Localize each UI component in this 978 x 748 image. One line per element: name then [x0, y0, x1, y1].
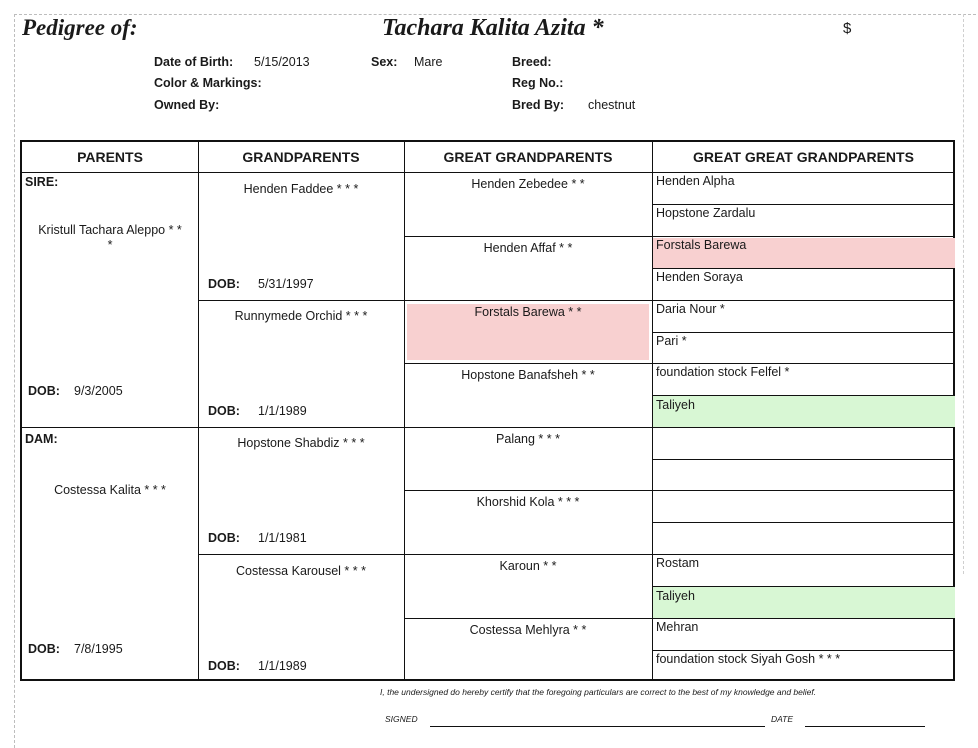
dam-label: DAM:	[25, 432, 58, 446]
price-symbol: $	[843, 20, 852, 37]
dam-dob-label: DOB:	[28, 642, 60, 656]
gg-grandparent-name: Rostam	[656, 556, 700, 570]
great-grandparent-name: Khorshid Kola * * *	[476, 495, 580, 509]
great-grandparent-name: Henden Affaf * *	[483, 241, 573, 255]
ggp-divider-2	[404, 300, 652, 301]
great-grandparent-name: Forstals Barewa * *	[474, 305, 582, 319]
gggp-divider	[652, 332, 953, 333]
gggp-divider	[652, 650, 953, 651]
gg-grandparent-name: Pari *	[656, 334, 687, 348]
dob-label: Date of Birth:	[154, 55, 234, 69]
gggp-divider	[652, 490, 953, 491]
gggp-divider	[652, 300, 953, 301]
ggp-divider-4	[404, 427, 652, 428]
grandparent-dob-label: DOB:	[208, 404, 240, 418]
gggp-divider	[652, 236, 953, 237]
grandparent-dob: 1/1/1989	[258, 659, 307, 673]
color-markings-label: Color & Markings:	[154, 76, 262, 90]
sire-name: Kristull Tachara Aleppo * *	[38, 223, 182, 237]
gggp-divider	[652, 268, 953, 269]
col-divider-3	[652, 142, 653, 679]
gp-divider-1	[198, 300, 404, 301]
col-header-grandparents: GRANDPARENTS	[242, 149, 360, 165]
gggp-divider	[652, 427, 953, 428]
gg-grandparent-name: Hopstone Zardalu	[656, 206, 756, 220]
sire-name-cont: *	[107, 238, 113, 252]
pedigree-table	[20, 140, 955, 681]
page-border-right	[963, 14, 964, 574]
grandparent-dob: 1/1/1989	[258, 404, 307, 418]
grandparent-dob: 1/1/1981	[258, 531, 307, 545]
certification-text: I, the undersigned do hereby certify that the foregoing particulars are correct to the best of my knowledge and belief.	[380, 687, 817, 697]
pedigree-label: Pedigree of:	[22, 15, 138, 40]
signed-label: SIGNED	[385, 714, 418, 724]
ggp-divider-1	[404, 236, 652, 237]
gg-grandparent-name: Daria Nour *	[656, 302, 725, 316]
great-grandparent-name: Henden Zebedee * *	[471, 177, 585, 191]
gp-divider-2	[198, 427, 404, 428]
sire-dob-value: 9/3/2005	[74, 384, 123, 398]
ggp-divider-6	[404, 554, 652, 555]
owned-by-label: Owned By:	[154, 98, 220, 112]
highlight-ggg-taliyeh-2	[652, 587, 955, 618]
col-divider-1	[198, 142, 199, 679]
gg-grandparent-name: Forstals Barewa	[656, 238, 747, 252]
gggp-divider	[652, 554, 953, 555]
sire-dob-label: DOB:	[28, 384, 60, 398]
grandparent-name: Runnymede Orchid * * *	[234, 309, 368, 323]
highlight-ggg-taliyeh-1	[652, 396, 955, 427]
reg-no-label: Reg No.:	[512, 76, 564, 90]
col-divider-2	[404, 142, 405, 679]
col-header-parents: PARENTS	[77, 149, 143, 165]
grandparent-dob: 5/31/1997	[258, 277, 314, 291]
grandparent-name: Costessa Karousel * * *	[236, 564, 366, 578]
gg-grandparent-name: Mehran	[656, 620, 699, 634]
sex-value: Mare	[414, 55, 443, 69]
date-line[interactable]	[805, 726, 925, 727]
col-header-great-grandparents: GREAT GRANDPARENTS	[443, 149, 613, 165]
parent-divider	[22, 427, 198, 428]
great-grandparent-name: Costessa Mehlyra * *	[469, 623, 587, 637]
header-divider	[22, 172, 953, 173]
grandparent-name: Hopstone Shabdiz * * *	[237, 436, 365, 450]
gg-grandparent-name: foundation stock Felfel *	[656, 365, 790, 379]
date-label: DATE	[771, 714, 794, 724]
col-header-great-great-grandparents: GREAT GREAT GRANDPARENTS	[693, 149, 914, 165]
gg-grandparent-name: Henden Alpha	[656, 174, 735, 188]
great-grandparent-name: Karoun * *	[499, 559, 557, 573]
gggp-divider	[652, 395, 953, 396]
gggp-divider	[652, 459, 953, 460]
gg-grandparent-name: Henden Soraya	[656, 270, 743, 284]
dam-dob-value: 7/8/1995	[74, 642, 123, 656]
gggp-divider	[652, 522, 953, 523]
dam-name: Costessa Kalita * * *	[54, 483, 166, 497]
gg-grandparent-name: Taliyeh	[656, 589, 695, 603]
bred-by-label: Bred By:	[512, 98, 565, 112]
sex-label: Sex:	[371, 55, 398, 69]
great-grandparent-name: Hopstone Banafsheh * *	[461, 368, 595, 382]
gp-divider-3	[198, 554, 404, 555]
grandparent-dob-label: DOB:	[208, 277, 240, 291]
bred-by-value: chestnut	[588, 98, 636, 112]
gggp-divider	[652, 204, 953, 205]
ggp-divider-3	[404, 363, 652, 364]
great-grandparent-name: Palang * * *	[496, 432, 560, 446]
grandparent-dob-label: DOB:	[208, 531, 240, 545]
dob-value: 5/15/2013	[254, 55, 310, 69]
gg-grandparent-name: Taliyeh	[656, 398, 695, 412]
horse-name: Tachara Kalita Azita *	[382, 15, 604, 41]
sire-label: SIRE:	[25, 175, 59, 189]
gggp-divider	[652, 363, 953, 364]
ggp-divider-5	[404, 490, 652, 491]
ggp-divider-7	[404, 618, 652, 619]
signature-line[interactable]	[430, 726, 765, 727]
gggp-divider	[652, 586, 953, 587]
breed-label: Breed:	[512, 55, 552, 69]
grandparent-name: Henden Faddee * * *	[243, 182, 359, 196]
gg-grandparent-name: foundation stock Siyah Gosh * * *	[656, 652, 841, 666]
grandparent-dob-label: DOB:	[208, 659, 240, 673]
gggp-divider	[652, 618, 953, 619]
page-border-left	[14, 14, 15, 748]
